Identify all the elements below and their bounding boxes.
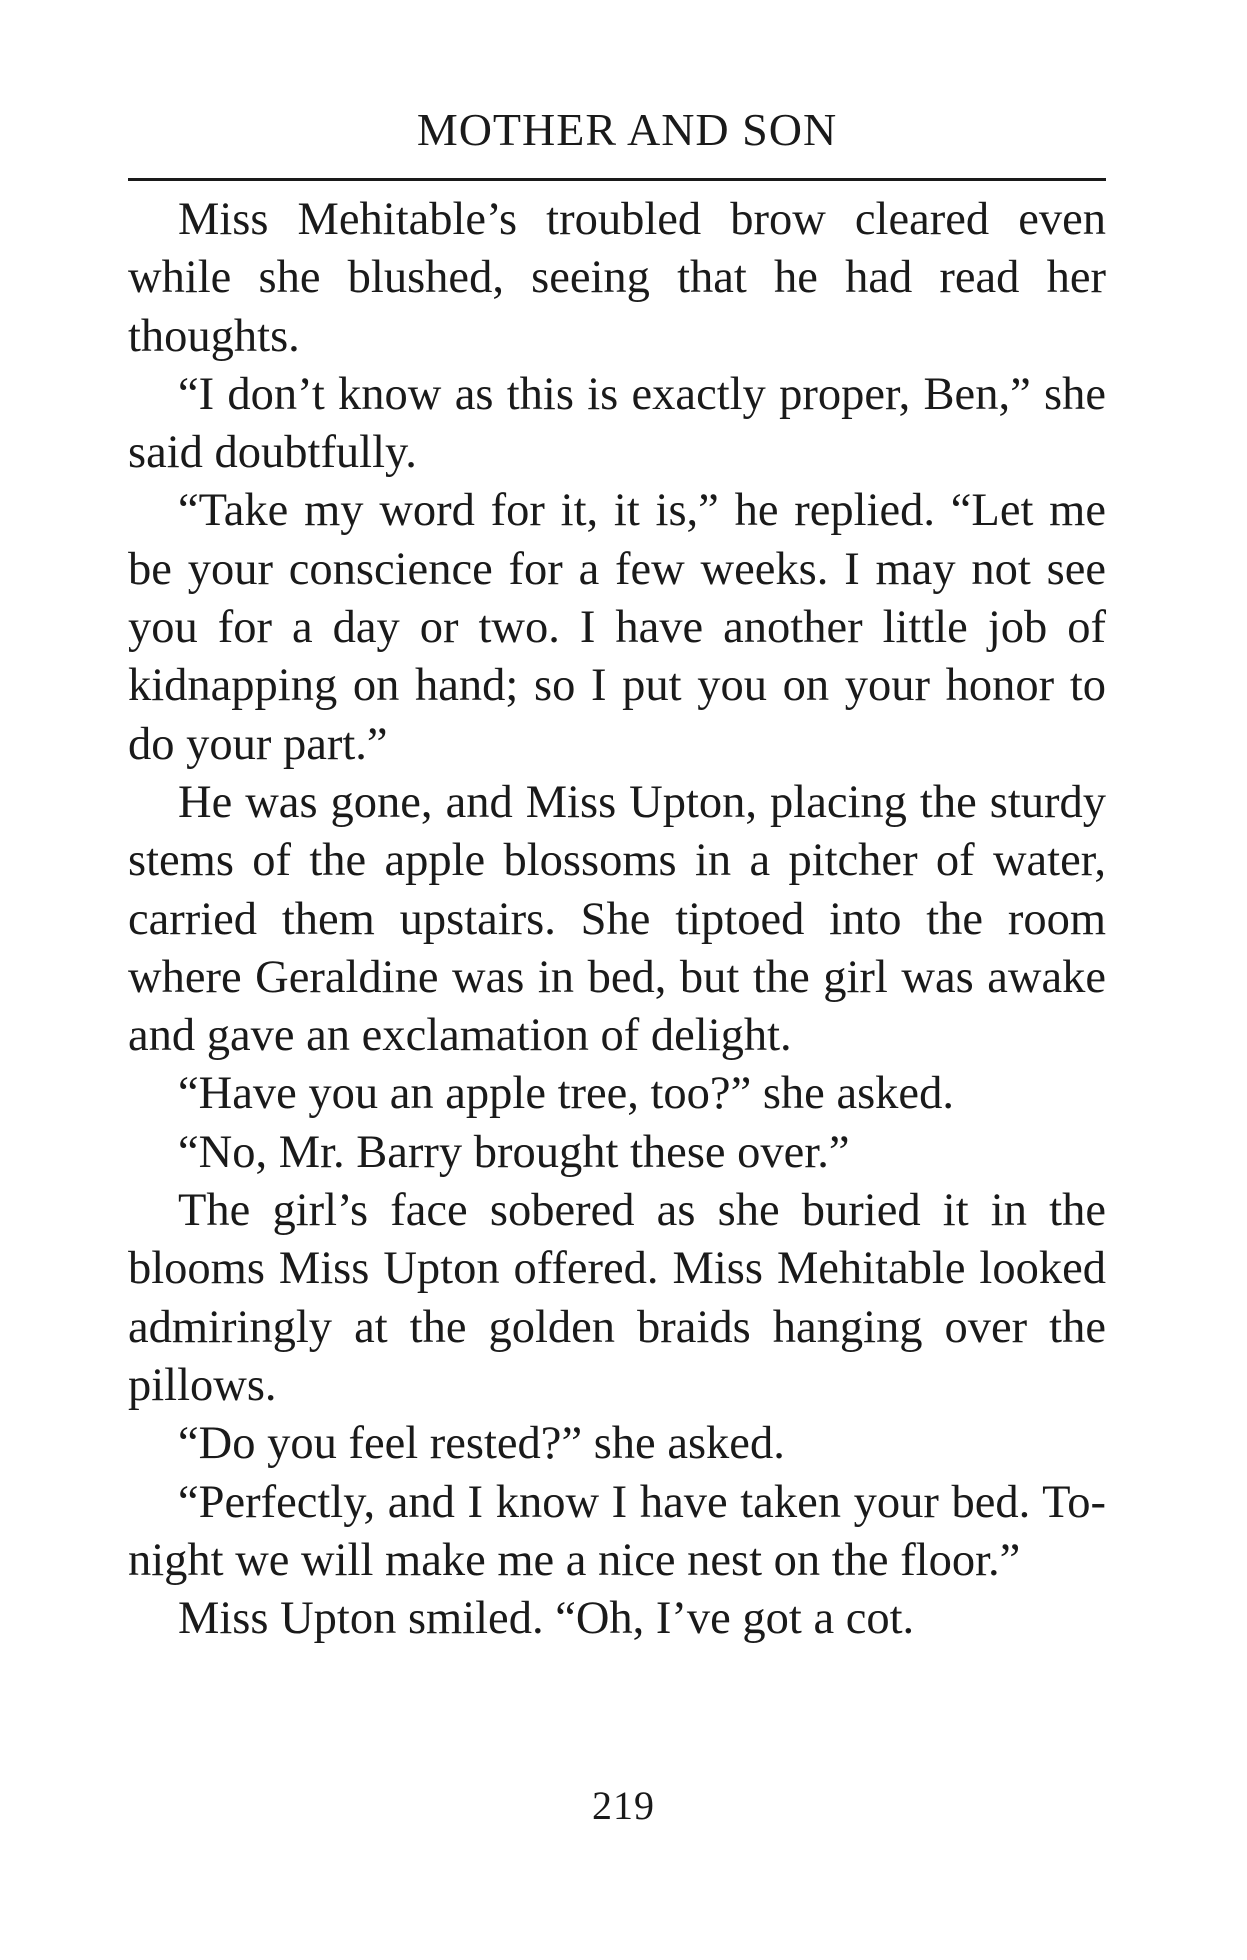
paragraph: “Take my word for it, it is,” he replied. “Let me be your conscience for a few weeks. I may not see you for a day or two. I have another little job of kidnapping on hand; so I put you on your honor to do your part.” (128, 485, 1106, 770)
paragraph: “Perfectly, and I know I have taken your bed. To-night we will make me a nice nest on the floor.” (128, 1476, 1106, 1586)
running-title: MOTHER AND SON (416, 104, 838, 155)
book-page (128, 100, 1106, 1648)
body-text (128, 191, 1106, 1648)
paragraph: He was gone, and Miss Upton, placing the sturdy stems of the apple blossoms in a pitcher of water, carried them upstairs. She tiptoed into the room where Geraldine was in bed, but the girl was awake and gave an exclamation of delight. (128, 776, 1106, 1062)
paragraph: “Do you feel rested?” she asked. (178, 1418, 785, 1470)
paragraph: Miss Upton smiled. “Oh, I’ve got a cot. (178, 1593, 915, 1645)
page-number: 219 (592, 1783, 655, 1828)
header-rule (128, 178, 1106, 181)
paragraph: Miss Mehitable’s troubled brow cleared even while she blushed, seeing that he had read her thoughts. (128, 194, 1106, 362)
paragraph: “I don’t know as this is exactly proper, Ben,” she said doubtfully. (128, 368, 1106, 479)
paragraph: “Have you an apple tree, too?” she asked. (178, 1068, 954, 1120)
paragraph: “No, Mr. Barry brought these over.” (178, 1126, 850, 1178)
paragraph: The girl’s face sobered as she buried it in the blooms Miss Upton offered. Miss Mehitable looked admiringly at the golden braids hanging over the pillows. (128, 1185, 1106, 1411)
